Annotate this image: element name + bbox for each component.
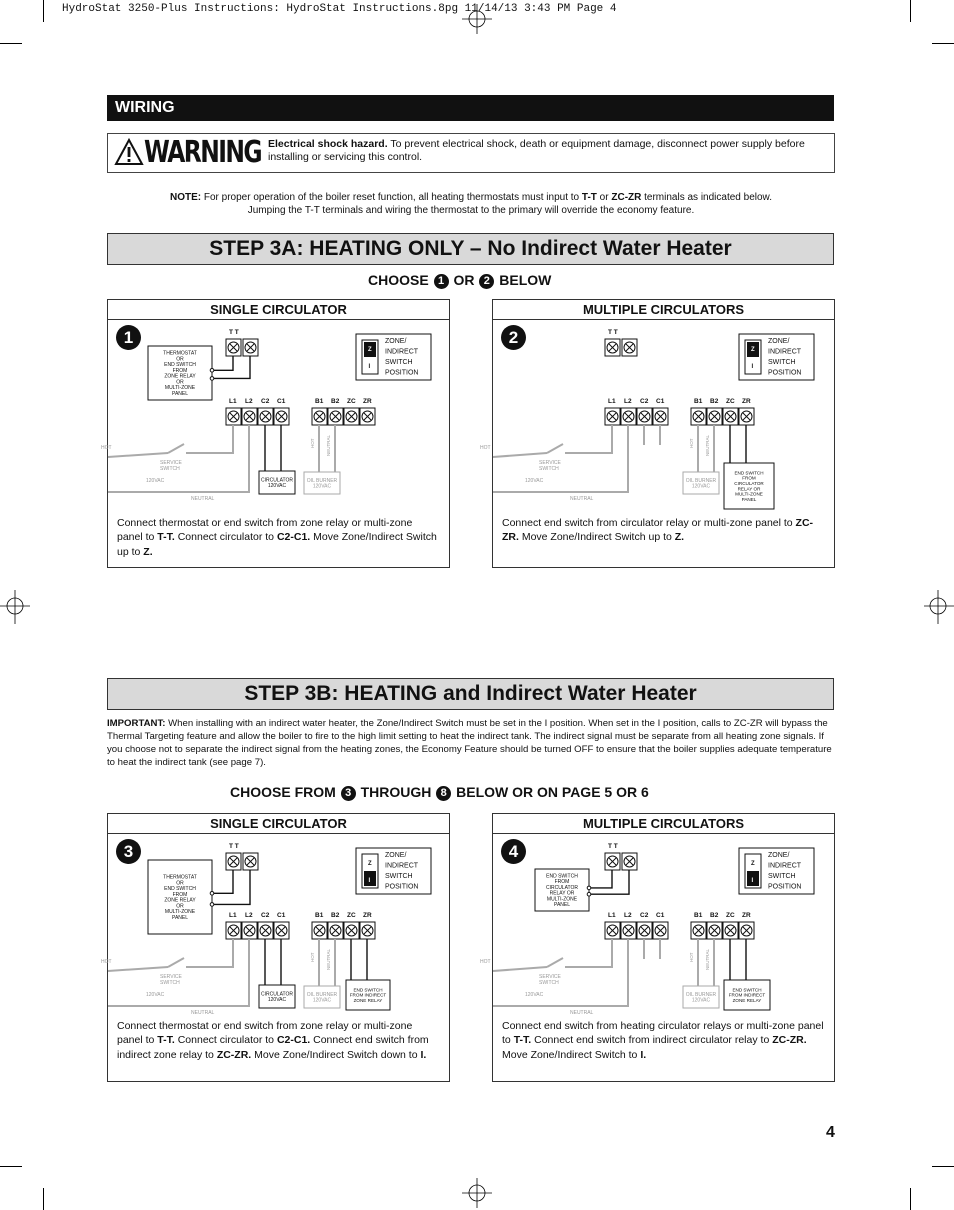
terminal-label: ZR [363, 398, 372, 405]
thermostat-box-label: FROM [172, 891, 188, 898]
service-switch-icon [547, 444, 563, 453]
note-text-2: terminals as indicated below. [644, 192, 772, 203]
oil-burner-box-label: 120VAC [691, 997, 711, 1004]
terminal-label: B2 [331, 398, 340, 405]
thermostat-box-label: MULTI-ZONE [164, 385, 196, 392]
switch-i-label: I [751, 878, 754, 884]
neutral-label: NEUTRAL [570, 1010, 594, 1016]
switch-position-label: ZONE/ [768, 338, 790, 345]
terminal-label: L1 [229, 398, 237, 405]
neutral-wire [108, 425, 249, 492]
choose-post: BELOW [499, 272, 552, 288]
wiring-panel-2 [480, 299, 835, 568]
registration-mark-icon [0, 590, 34, 624]
thermostat-box-label: FROM [172, 367, 188, 374]
hot-label: HOT [101, 445, 112, 451]
terminal-label: C1 [277, 398, 286, 405]
terminal-label: L1 [608, 912, 616, 919]
page-number: 4 [826, 1124, 835, 1141]
indirect-relay-box-label: ZONE RELAY [732, 997, 762, 1003]
option-number-badge: 2 [479, 274, 494, 289]
service-switch-icon [168, 444, 184, 453]
neutral-label: NEUTRAL [705, 434, 710, 456]
service-switch-icon [547, 958, 563, 967]
tt-terminal-label: T T [608, 843, 618, 850]
note-zczr: ZC-ZR [611, 192, 642, 203]
terminal-label: L1 [608, 398, 616, 405]
option-number-badge: 8 [436, 786, 451, 801]
vac-label: 120VAC [146, 478, 165, 484]
thermostat-wire [212, 870, 250, 904]
thermostat-wire [589, 870, 612, 888]
indirect-relay-box-label: ZONE RELAY [353, 997, 383, 1003]
switch-position-label: ZONE/ [385, 852, 407, 859]
important-label: IMPORTANT: [107, 718, 166, 729]
panel-number-badge: 2 [501, 325, 526, 350]
step-3a-title: STEP 3A: HEATING ONLY – No Indirect Water Heater [107, 233, 834, 265]
hot-label: HOT [480, 959, 491, 965]
service-switch-icon [168, 958, 184, 967]
note-line-2: Jumping the T-T terminals and wiring the thermostat to the primary will override the economy feature. [247, 205, 695, 216]
thermostat-box-label: PANEL [171, 914, 189, 921]
choose-pre: CHOOSE FROM [230, 784, 336, 800]
vac-label: 120VAC [525, 992, 544, 998]
note-label: NOTE: [170, 192, 202, 203]
hot-wire [108, 453, 168, 457]
terminal-label: B2 [710, 398, 719, 405]
hot-wire [186, 939, 233, 967]
wire-terminal [210, 903, 214, 907]
wire-terminal [587, 886, 591, 890]
thermostat-wire [212, 356, 233, 370]
end-switch-circulator-box-label: PANEL [741, 496, 757, 502]
switch-position-label: INDIRECT [385, 862, 419, 870]
panel-number-badge: 1 [116, 325, 141, 350]
hot-wire [186, 425, 233, 453]
wire-terminal [210, 369, 214, 373]
warning-word: WARNING [144, 135, 262, 170]
panel-title: SINGLE CIRCULATOR [108, 300, 449, 320]
neutral-label: NEUTRAL [326, 434, 331, 456]
hot-label: HOT [689, 952, 694, 962]
crop-mark [43, 1188, 44, 1210]
wire-terminal [587, 892, 591, 896]
hot-label: HOT [310, 952, 315, 962]
switch-i-label: I [368, 364, 371, 370]
warning-box [107, 133, 835, 173]
step-3a-choose [368, 272, 551, 289]
warning-triangle-icon [114, 138, 144, 166]
switch-position-label: ZONE/ [768, 852, 790, 859]
hot-wire [565, 425, 612, 453]
crop-mark [932, 43, 954, 44]
warning-bold: Electrical shock hazard. [268, 138, 388, 150]
vac-label: 120VAC [146, 992, 165, 998]
wiring-diagram [480, 834, 834, 1024]
print-slug: HydroStat 3250-Plus Instructions: HydroStat Instructions.8pg 11/14/13 3:43 PM Page 4 [62, 3, 617, 15]
thermostat-box-label: PANEL [171, 390, 189, 397]
tt-terminal-label: T T [229, 329, 239, 336]
switch-z-label: Z [751, 347, 755, 353]
crop-mark [932, 1166, 954, 1167]
thermostat-wire [589, 870, 629, 894]
switch-z-label: Z [751, 861, 755, 867]
switch-z-label: Z [368, 347, 372, 353]
panel-number-badge: 3 [116, 839, 141, 864]
panel-instructions: Connect end switch from heating circulator relays or multi-zone panel to T-T. Connect end switch from indirect circulator relay to ZC-ZR. Move Zone/Indirect Switch to I. [502, 1020, 824, 1061]
service-switch-label: SERVICE [160, 460, 182, 466]
end-switch-circulator-box-label: MULTI-ZONE [735, 491, 763, 497]
oil-burner-box-label: OIL BURNER [306, 991, 338, 998]
neutral-label: NEUTRAL [191, 1010, 215, 1016]
neutral-wire [493, 425, 628, 492]
circulator-box-label: 120VAC [267, 483, 287, 490]
thermostat-box-label: OR [176, 903, 184, 910]
switch-position-label: INDIRECT [768, 348, 802, 356]
end-switch-circulator-box-label: CIRCULATOR [734, 480, 764, 486]
crop-mark [910, 1188, 911, 1210]
tt-terminal-label: T T [608, 329, 618, 336]
terminal-label: C1 [656, 398, 665, 405]
neutral-wire [108, 939, 249, 1006]
vac-label: 120VAC [525, 478, 544, 484]
wire-terminal [210, 892, 214, 896]
tt-terminal-label: T T [229, 843, 239, 850]
switch-position-label: POSITION [385, 369, 419, 377]
end-switch-circulator-box-label: RELAY OR [737, 486, 761, 492]
wiring-diagram [480, 320, 834, 510]
end-switch-circulator-box-label: END SWITCH [546, 873, 578, 880]
terminal-label: ZC [347, 398, 356, 405]
note-or: or [599, 192, 609, 203]
hot-label: HOT [101, 959, 112, 965]
terminal-label: ZC [726, 398, 735, 405]
terminal-label: C2 [261, 912, 270, 919]
service-switch-label: SERVICE [160, 974, 182, 980]
terminal-label: ZR [742, 398, 751, 405]
choose-mid: THROUGH [360, 784, 432, 800]
wiring-diagram [101, 320, 449, 510]
terminal-label: B1 [315, 912, 324, 919]
terminal-label: L2 [245, 398, 253, 405]
oil-burner-box-label: 120VAC [312, 997, 332, 1004]
circulator-box-label: CIRCULATOR [260, 991, 294, 998]
switch-i-label: I [368, 878, 371, 884]
switch-position-label: ZONE/ [385, 338, 407, 345]
thermostat-box-label: ZONE RELAY [164, 897, 196, 904]
hot-label: HOT [689, 438, 694, 448]
neutral-label: NEUTRAL [191, 496, 215, 502]
crop-mark [43, 0, 44, 22]
service-switch-label: SERVICE [539, 460, 561, 466]
indirect-relay-box-label: END SWITCH [353, 987, 383, 993]
thermostat-box-label: THERMOSTAT [163, 874, 197, 881]
wiring-panel-3 [101, 813, 450, 1082]
note-text-1: For proper operation of the boiler reset function, all heating thermostats must input to [203, 192, 580, 203]
service-switch-label: SERVICE [539, 974, 561, 980]
crop-mark [0, 43, 22, 44]
end-switch-circulator-box-label: FROM [742, 475, 756, 481]
oil-burner-box-label: 120VAC [312, 483, 332, 490]
wiring-panel-1 [101, 299, 450, 568]
panel-title: MULTIPLE CIRCULATORS [493, 814, 834, 834]
service-switch-label: SWITCH [160, 980, 180, 986]
switch-position-label: POSITION [768, 883, 802, 891]
terminal-label: C1 [656, 912, 665, 919]
neutral-label: NEUTRAL [570, 496, 594, 502]
terminal-label: L2 [624, 398, 632, 405]
terminal-label: B1 [694, 912, 703, 919]
hot-label: HOT [480, 445, 491, 451]
end-switch-circulator-box-label: CIRCULATOR [545, 884, 579, 891]
neutral-wire [493, 939, 628, 1006]
step-3b-title: STEP 3B: HEATING and Indirect Water Heater [107, 678, 834, 710]
crop-mark [910, 0, 911, 22]
panel-title: MULTIPLE CIRCULATORS [493, 300, 834, 320]
terminal-label: B1 [315, 398, 324, 405]
service-switch-label: SWITCH [539, 980, 559, 986]
terminal-label: B2 [710, 912, 719, 919]
terminal-label: C2 [261, 398, 270, 405]
hot-wire [565, 939, 612, 967]
circulator-box-label: CIRCULATOR [260, 477, 294, 484]
panel-instructions: Connect end switch from circulator relay or multi-zone panel to ZC-ZR. Move Zone/Indirect Switch up to Z. [502, 517, 814, 544]
switch-position-label: INDIRECT [385, 348, 419, 356]
end-switch-circulator-box-label: FROM [554, 879, 570, 886]
wiring-diagram [101, 834, 449, 1024]
registration-mark-icon [462, 1178, 492, 1208]
choose-pre: CHOOSE [368, 272, 429, 288]
oil-burner-box-label: OIL BURNER [306, 477, 338, 484]
switch-position-label: POSITION [385, 883, 419, 891]
terminal-label: ZC [726, 912, 735, 919]
registration-mark-icon [920, 590, 954, 624]
thermostat-wire [212, 356, 250, 378]
oil-burner-box-label: OIL BURNER [685, 991, 717, 998]
step-3b-choose [230, 784, 649, 801]
thermostat-box-label: OR [176, 880, 184, 887]
note-tt: T-T [581, 192, 597, 203]
choose-or: OR [453, 272, 475, 288]
wiring-panel-4 [480, 813, 835, 1082]
switch-z-label: Z [368, 861, 372, 867]
switch-position-label: SWITCH [768, 873, 796, 880]
thermostat-box-label: OR [176, 356, 184, 363]
thermostat-wire [212, 870, 233, 893]
important-text: When installing with an indirect water heater, the Zone/Indirect Switch must be set in the I position. When set in the I position, calls to ZC-ZR will bypass the Thermal Targeting feature and allow the boiler to fire to the high limit setting to heat the indirect tank. The indirect signal must be separate from all heating zone signals. If you choose not to separate the indirect signal from the heating zones, the Economy Feature should be turned OFF to ensure that the boiler supplies adequate temperature to heat the indirect tank (see page 7). [107, 718, 832, 768]
end-switch-circulator-box-label: MULTI-ZONE [546, 896, 578, 903]
section-title: WIRING [107, 95, 834, 121]
hot-wire [493, 967, 547, 971]
switch-position-label: SWITCH [385, 873, 413, 880]
hot-wire [108, 967, 168, 971]
indirect-relay-box-label: FROM INDIRECT [349, 992, 387, 998]
neutral-label: NEUTRAL [705, 948, 710, 970]
thermostat-box-label: THERMOSTAT [163, 350, 197, 357]
end-switch-circulator-box-label: END SWITCH [734, 470, 764, 476]
important-note [107, 717, 835, 769]
thermostat-box-label: ZONE RELAY [164, 373, 196, 380]
indirect-relay-box-label: END SWITCH [732, 987, 762, 993]
warning-text [268, 138, 823, 164]
neutral-label: NEUTRAL [326, 948, 331, 970]
thermostat-box-label: OR [176, 379, 184, 386]
warning-body: To prevent electrical shock, death or equipment damage, disconnect power supply before installing or servicing this control. [268, 138, 805, 163]
panel-instructions: Connect thermostat or end switch from zone relay or multi-zone panel to T-T. Connect circulator to C2-C1. Connect end switch from indirect zone relay to ZC-ZR. Move Zone/Indirect Switch down to I. [117, 1020, 429, 1061]
terminal-label: ZC [347, 912, 356, 919]
note [107, 191, 835, 217]
service-switch-label: SWITCH [160, 466, 180, 472]
switch-position-label: SWITCH [768, 359, 796, 366]
terminal-label: C2 [640, 912, 649, 919]
oil-burner-box-label: OIL BURNER [685, 477, 717, 484]
switch-position-label: POSITION [768, 369, 802, 377]
terminal-label: ZR [742, 912, 751, 919]
terminal-label: L2 [624, 912, 632, 919]
option-number-badge: 3 [341, 786, 356, 801]
hot-wire [493, 453, 547, 457]
panel-number-badge: 4 [501, 839, 526, 864]
switch-position-label: SWITCH [385, 359, 413, 366]
terminal-label: B1 [694, 398, 703, 405]
thermostat-box-label: END SWITCH [164, 886, 196, 893]
switch-position-label: INDIRECT [768, 862, 802, 870]
terminal-label: L2 [245, 912, 253, 919]
switch-i-label: I [751, 364, 754, 370]
hot-label: HOT [310, 438, 315, 448]
crop-mark [0, 1166, 22, 1167]
thermostat-box-label: MULTI-ZONE [164, 909, 196, 916]
terminal-label: ZR [363, 912, 372, 919]
thermostat-box-label: END SWITCH [164, 362, 196, 369]
terminal-label: L1 [229, 912, 237, 919]
panel-title: SINGLE CIRCULATOR [108, 814, 449, 834]
end-switch-circulator-box-label: RELAY OR [549, 890, 575, 897]
terminal-label: B2 [331, 912, 340, 919]
terminal-label: C2 [640, 398, 649, 405]
terminal-label: C1 [277, 912, 286, 919]
choose-post: BELOW OR ON PAGE 5 OR 6 [456, 784, 649, 800]
oil-burner-box-label: 120VAC [691, 483, 711, 490]
indirect-relay-box-label: FROM INDIRECT [728, 992, 766, 998]
service-switch-label: SWITCH [539, 466, 559, 472]
end-switch-circulator-box-label: PANEL [553, 902, 571, 909]
panel-instructions: Connect thermostat or end switch from zone relay or multi-zone panel to T-T. Connect circulator to C2-C1. Move Zone/Indirect Switch up to Z. [117, 517, 437, 558]
circulator-box-label: 120VAC [267, 997, 287, 1004]
option-number-badge: 1 [434, 274, 449, 289]
wire-terminal [210, 377, 214, 381]
